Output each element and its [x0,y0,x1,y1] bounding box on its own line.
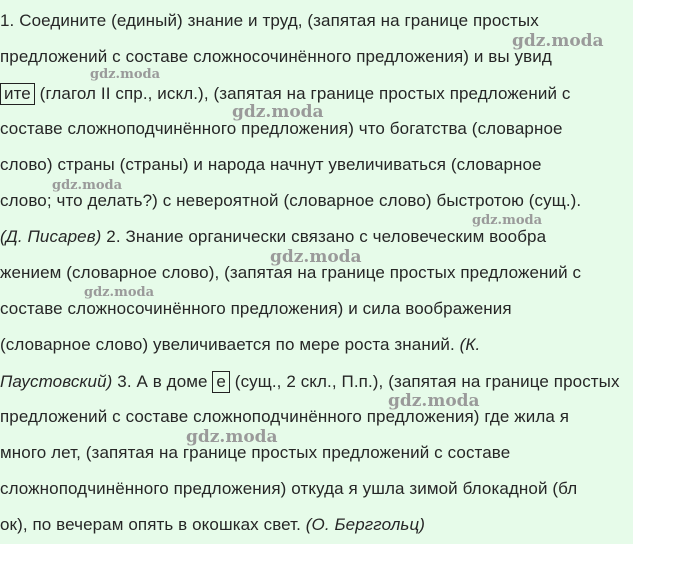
text-segment: слово) страны (страны) и народа начнут увеличиваться (словарное [0,155,542,174]
text-segment: составе сложносочинённого предложения) и сила воображения [0,299,512,318]
text-segment: предложений с составе сложноподчинённого предложения) где жила я [0,407,570,426]
text-line [0,119,563,139]
text-segment: 1. Соедините (единый) знание и труд, (запятая на границе простых [0,11,539,30]
text-segment: 2. Знание органически связано с человеческим вообра [101,227,547,246]
author-citation: Паустовский) [0,372,113,391]
watermark: gdz.moda [388,391,480,411]
text-line [0,227,546,247]
text-line [0,335,480,355]
watermark: gdz.moda [270,247,362,267]
text-segment: много лет, (запятая на границе простых предложений с составе [0,443,511,462]
watermark: gdz.moda [90,67,161,82]
text-segment: (сущ., 2 скл., П.п.), (запятая на границе простых [229,372,620,391]
text-line [0,479,577,499]
boxed-ending: е [212,371,230,393]
text-line [0,299,512,319]
watermark: gdz.moda [512,31,604,51]
text-segment: 3. А в доме [112,372,213,391]
text-line [0,371,620,393]
text-line [0,191,581,211]
text-segment: жением (словарное слово), (запятая на границе простых предложений с [0,263,582,282]
watermark: gdz.moda [84,285,155,300]
text-segment: слово; что делать?) с невероятной (словарное слово) быстротою (сущ.). [0,191,582,210]
author-citation: (Д. Писарев) [0,227,102,246]
watermark: gdz.moda [186,427,278,447]
watermark: gdz.moda [232,102,324,122]
text-segment: предложений с составе сложносочинённого предложения) и вы увид [0,47,552,66]
text-segment: (словарное слово) увеличивается по мере роста знаний. [0,335,460,354]
boxed-ending: ите [0,83,35,105]
watermark: gdz.moda [52,178,123,193]
text-line [0,407,569,427]
text-segment: (глагол II спр., искл.), (запятая на границе простых предложений с [34,84,571,103]
text-line [0,515,425,535]
text-line [0,47,552,67]
text-segment: составе сложноподчинённого предложения) что богатства (словарное [0,119,563,138]
author-citation: (К. [459,335,481,354]
watermark: gdz.moda [472,213,543,228]
text-segment: сложноподчинённого предложения) откуда я ушла зимой блокадной (бл [0,479,578,498]
author-citation: (О. Берггольц) [305,515,426,534]
text-line [0,155,542,175]
text-line [0,11,539,31]
text-segment: ок), по вечерам опять в окошках свет. [0,515,306,534]
